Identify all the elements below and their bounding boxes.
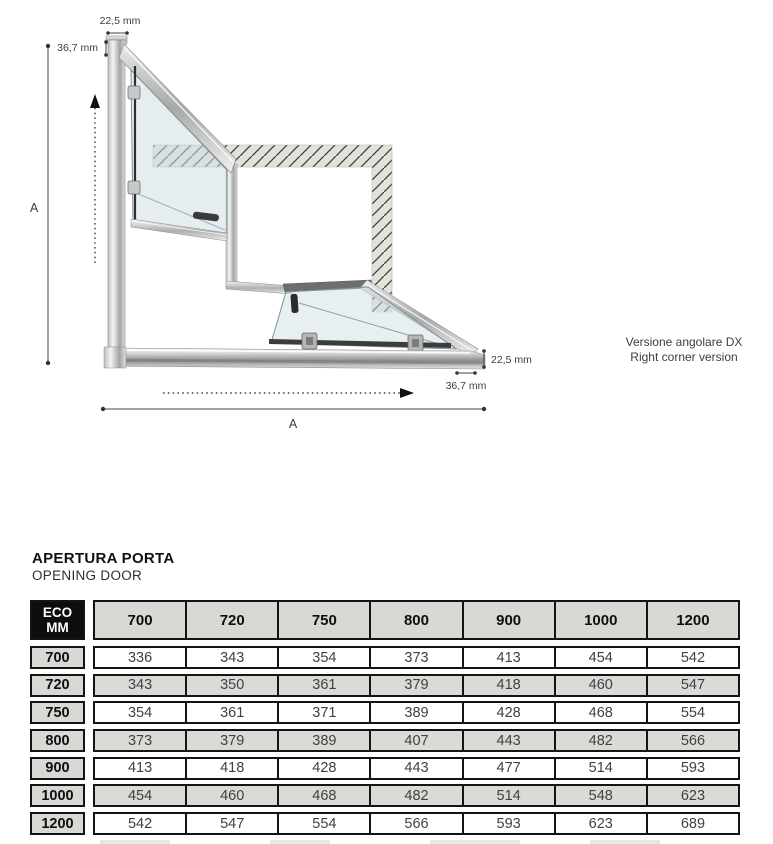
table-cell: 407 (369, 731, 461, 750)
table-cell: 542 (95, 814, 185, 833)
table-row-label: 750 (30, 701, 85, 724)
table-row (30, 674, 740, 697)
table-row (30, 701, 740, 724)
table-cell: 482 (369, 786, 461, 805)
table-row-label: 900 (30, 757, 85, 780)
table-header-cells (93, 600, 740, 640)
table-header-row (30, 600, 740, 640)
opening-direction-arrow-horizontal (163, 388, 414, 398)
cutoff-remnant (100, 840, 170, 844)
left-door-panel (119, 44, 236, 241)
table-column-header: 800 (369, 602, 461, 638)
table-row-values (93, 729, 740, 752)
svg-text:22,5 mm: 22,5 mm (491, 354, 532, 366)
table-row-label: 700 (30, 646, 85, 669)
table-cell: 350 (185, 676, 277, 695)
dimension-bottom-a (101, 407, 486, 431)
cutoff-remnant (590, 840, 660, 844)
table-cell: 379 (369, 676, 461, 695)
table-row (30, 646, 740, 669)
opening-direction-arrow-vertical (90, 94, 100, 263)
table-row-label: 1000 (30, 784, 85, 807)
table-cell: 373 (369, 648, 461, 667)
roller-left (302, 333, 317, 349)
table-cell: 418 (462, 676, 554, 695)
table-cell: 389 (369, 703, 461, 722)
table-cell: 482 (554, 731, 646, 750)
table-cell: 554 (646, 703, 738, 722)
table-row (30, 757, 740, 780)
table-cell: 343 (95, 676, 185, 695)
table-column-header: 900 (462, 602, 554, 638)
cutoff-remnant (270, 840, 330, 844)
table-row-label: 1200 (30, 812, 85, 835)
table-column-header: 750 (277, 602, 369, 638)
table-row (30, 812, 740, 835)
table-cell: 454 (554, 648, 646, 667)
svg-text:36,7 mm: 36,7 mm (57, 42, 98, 54)
table-cell: 548 (554, 786, 646, 805)
table-column-header: 700 (95, 602, 185, 638)
table-row (30, 784, 740, 807)
corner-line-mm: MM (46, 620, 69, 635)
table-row-values (93, 701, 740, 724)
table-cell: 542 (646, 648, 738, 667)
roller-right (408, 335, 423, 351)
table-cell: 443 (369, 759, 461, 778)
table-cell: 428 (277, 759, 369, 778)
section-title: APERTURA PORTA (32, 550, 175, 567)
table-row-label: 720 (30, 674, 85, 697)
corner-profiles (226, 164, 292, 294)
hinge-bottom (128, 181, 140, 194)
table-row-values (93, 812, 740, 835)
table-cell: 514 (554, 759, 646, 778)
table-cell: 371 (277, 703, 369, 722)
table-row-values (93, 757, 740, 780)
table-cell: 460 (554, 676, 646, 695)
wall-profile-left (106, 36, 127, 365)
dimension-top-height (57, 40, 108, 57)
table-cell: 418 (185, 759, 277, 778)
version-caption (626, 335, 743, 364)
opening-door-table (30, 600, 740, 835)
table-cell: 460 (185, 786, 277, 805)
table-cell: 566 (646, 731, 738, 750)
table-cell: 477 (462, 759, 554, 778)
svg-text:Versione angolare DX: Versione angolare DX (625, 335, 743, 349)
table-row (30, 729, 740, 752)
table-cell: 468 (554, 703, 646, 722)
dimension-right-width (446, 371, 487, 392)
svg-text:A: A (29, 201, 39, 215)
table-cell: 547 (185, 814, 277, 833)
dimension-top-width (100, 15, 141, 35)
table-cell: 454 (95, 786, 185, 805)
table-cell: 443 (462, 731, 554, 750)
table-cell: 413 (462, 648, 554, 667)
svg-text:Right corner version: Right corner version (630, 350, 738, 364)
table-column-header: 1000 (554, 602, 646, 638)
table-cell: 593 (462, 814, 554, 833)
bottom-door-panel (269, 280, 478, 357)
table-cell: 428 (462, 703, 554, 722)
table-cell: 336 (95, 648, 185, 667)
table-cell: 361 (277, 676, 369, 695)
table-cell: 354 (277, 648, 369, 667)
table-cell: 547 (646, 676, 738, 695)
table-cell: 623 (646, 786, 738, 805)
table-cell: 566 (369, 814, 461, 833)
door-handle-bottom (290, 294, 298, 313)
dimension-right-height (482, 349, 532, 369)
table-row-values (93, 784, 740, 807)
section-subtitle: OPENING DOOR (32, 568, 143, 583)
table-cell: 389 (277, 731, 369, 750)
table-row-values (93, 674, 740, 697)
table-cell: 514 (462, 786, 554, 805)
hinge-top (128, 86, 140, 99)
table-column-header: 720 (185, 602, 277, 638)
table-cell: 379 (185, 731, 277, 750)
table-row-label: 800 (30, 729, 85, 752)
table-corner-header (30, 600, 85, 640)
table-cell: 413 (95, 759, 185, 778)
table-cell: 343 (185, 648, 277, 667)
table-body (30, 646, 740, 835)
table-cell: 689 (646, 814, 738, 833)
table-cell: 623 (554, 814, 646, 833)
dimension-left-a (30, 44, 50, 365)
table-cell: 468 (277, 786, 369, 805)
table-cell: 373 (95, 731, 185, 750)
table-cell: 593 (646, 759, 738, 778)
table-column-header: 1200 (646, 602, 738, 638)
svg-text:A: A (288, 417, 298, 431)
svg-text:36,7 mm: 36,7 mm (445, 380, 487, 392)
corner-line-eco: ECO (42, 604, 73, 620)
table-row-values (93, 646, 740, 669)
table-cell: 554 (277, 814, 369, 833)
svg-text:22,5 mm: 22,5 mm (99, 15, 141, 27)
cutoff-remnant (430, 840, 520, 844)
table-cell: 354 (95, 703, 185, 722)
table-cell: 361 (185, 703, 277, 722)
base-profile (104, 347, 485, 369)
